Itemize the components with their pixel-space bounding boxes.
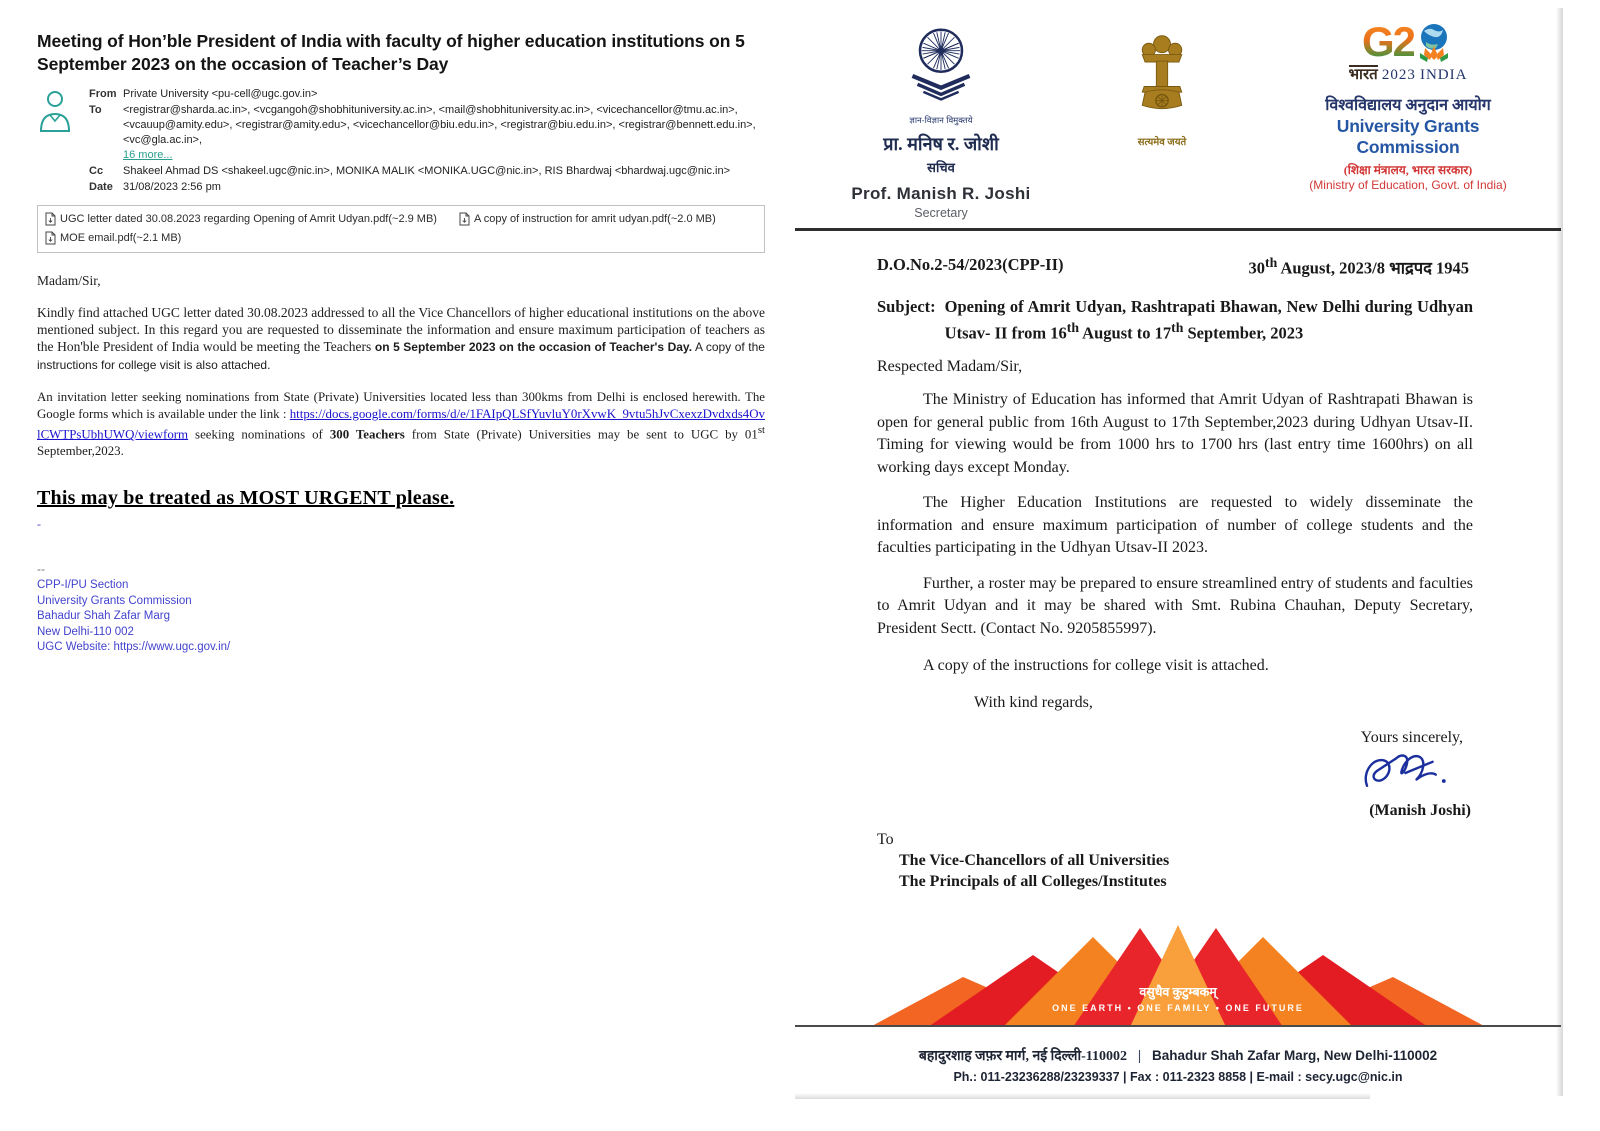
paper-edge — [1556, 8, 1563, 1096]
reference-row — [795, 231, 1561, 279]
dash-separator: - — [37, 517, 41, 532]
email-paragraph-2 — [37, 389, 765, 459]
org-name: University Grants Commission — [1336, 116, 1480, 157]
secretary-title-hindi: सचिव — [927, 160, 955, 175]
letter-body — [795, 358, 1561, 892]
cc-value: Shakeel Ahmad DS <shakeel.ugc@nic.in>, MONIKA MALIK <MONIKA.UGC@nic.in>, RIS Bhardwaj <bhardwaj.ugc@nic.in> — [123, 165, 730, 178]
letter-header — [795, 8, 1561, 220]
signature-website-link[interactable]: UGC Website: https://www.ugc.gov.in/ — [37, 641, 231, 654]
bold-date-text: on 5 September 2023 on the occasion of Teacher's Day. — [374, 340, 693, 355]
subject-part: August to 17 — [1078, 323, 1172, 342]
attachment-chip[interactable] — [459, 212, 716, 226]
superscript: st — [757, 424, 765, 437]
g20-bharat-text: भारत — [1348, 67, 1378, 83]
date-rest: August, 2023/8 भाद्रपद 1945 — [1277, 258, 1469, 278]
globe-lotus-icon — [1414, 22, 1454, 64]
reference-number: D.O.No.2-54/2023(CPP-II) — [877, 255, 1064, 274]
footer-divider — [795, 1025, 1561, 1027]
to-label: To — [89, 104, 102, 117]
address-separator: | — [1137, 1048, 1142, 1063]
subject-text — [945, 296, 1473, 344]
person-icon — [37, 89, 73, 135]
pdf-file-icon — [45, 212, 56, 226]
paragraph-text: An invitation letter seeking nominations from State (Private) Universities located less than 300kms from Delhi is enclosed herewith. The Google forms which is available under the link : — [37, 390, 765, 421]
org-name-hindi: विश्वविद्यालय अनुदान आयोग — [1325, 97, 1491, 114]
date-label: Date — [89, 181, 113, 194]
paragraph-text: from State (Private) Universities may be sent to UGC by 01 — [404, 427, 758, 442]
footer-motto-english: ONE EARTH • ONE FAMILY • ONE FUTURE — [1052, 1003, 1304, 1013]
pdf-file-icon — [459, 212, 470, 226]
email-paragraph-1 — [37, 304, 765, 374]
address-line — [795, 1046, 1561, 1065]
to-value — [123, 103, 765, 163]
superscript: th — [1265, 255, 1278, 270]
paragraph-text: September,2023. — [37, 443, 124, 458]
to-recipients: <registrar@sharda.ac.in>, <vcgangoh@shobhituniversity.ac.in>, <mail@shobhituniversity.ac.in>, <vicechancellor@tmu.ac.in>, <vcauup@amity.edu>, <registrar@amity.edu>, <vicechancellor@biu.edu.in>, <registrar@biu.edu.in>, <registrar@bennett.edu.in>, <vc@gla.ac.in>, — [123, 104, 756, 147]
from-row — [89, 87, 765, 102]
national-emblem-block — [1102, 22, 1222, 148]
emblem-motto: सत्यमेव जयते — [1137, 137, 1187, 148]
subject-part: September, 2023 — [1183, 323, 1304, 342]
to-row — [89, 103, 765, 163]
signature-separator: -- — [37, 562, 45, 577]
letter-paragraph-4: A copy of the instructions for college visit is attached. — [923, 657, 1269, 674]
signature-line: CPP-I/PU Section — [37, 579, 129, 592]
letter-paragraph-2: The Higher Education Institutions are requested to widely disseminate the information and ensure maximum participation of number of college students and the faculties participating in the Udhyan Utsav-II 2023. — [877, 494, 1473, 556]
secretary-name: Prof. Manish R. Joshi — [851, 184, 1031, 203]
g20-subtitle — [1349, 64, 1468, 84]
subject-part: Opening of Amrit Udyan, Rashtrapati Bhawan, New Delhi during Udhyan Utsav- II from 16 — [944, 296, 1473, 342]
signatory-name: (Manish Joshi) — [1369, 802, 1471, 819]
addressee-line: The Vice-Chancellors of all Universities — [899, 852, 1170, 869]
attachment-name: A copy of instruction for amrit udyan.pdf(~2.0 MB) — [473, 213, 716, 226]
addressee-block — [877, 829, 1473, 892]
secretary-title: Secretary — [914, 206, 968, 220]
signature-wrap — [877, 749, 1473, 802]
cc-row — [89, 164, 765, 179]
attachment-name: UGC letter dated 30.08.2023 regarding Opening of Amrit Udyan.pdf(~2.9 MB) — [60, 213, 437, 226]
footer-motto-hindi: वसुधैव कुटुम्बकम् — [1139, 985, 1217, 999]
lotus-footer-graphic — [868, 925, 1488, 1025]
google-form-link[interactable]: https://docs.google.com/forms/d/e/1FAIpQLSfYuvluY0rXvwK_9vtu5hJvCxexzDvdxds4OvlCWTPsUbhUWQ/viewform — [37, 406, 765, 442]
attachment-name: MOE email.pdf(~2.1 MB) — [60, 232, 182, 245]
attachments-box — [37, 205, 765, 253]
letter-date — [1249, 255, 1470, 279]
email-header — [37, 87, 765, 196]
to-label: To — [877, 831, 894, 848]
g20-logo-text: G2 — [1361, 18, 1415, 65]
letter-paragraph-3: Further, a roster may be prepared to ensure streamlined entry of students and faculties to Amrit Udyan and it may be shared with Smt. Rubina Chauhan, Deputy Secretary, President Sectt. (Contact No. 9205855997). — [877, 574, 1473, 637]
bold-teachers-text: 300 Teachers — [329, 427, 405, 442]
ministry-name: (Ministry of Education, Govt. of India) — [1309, 178, 1507, 192]
paragraph-text: A copy of the instructions for college visit is also attached. — [37, 340, 765, 373]
signature-line: University Grants Commission — [37, 594, 192, 607]
ugc-logo-motto: ज्ञान-विज्ञान विमुक्तये — [909, 115, 973, 125]
attachment-row — [45, 212, 757, 226]
paragraph-text: seeking nominations of — [188, 427, 330, 442]
email-body — [37, 273, 765, 656]
email-signature-block — [37, 578, 765, 656]
date-row — [89, 180, 765, 195]
email-pane — [37, 30, 765, 656]
date-day: 30 — [1248, 258, 1265, 278]
secretary-block — [841, 22, 1041, 220]
national-emblem-icon — [1129, 32, 1195, 126]
date-value: 31/08/2023 2:56 pm — [123, 181, 221, 194]
attachment-chip[interactable] — [45, 212, 437, 226]
urgent-notice: This may be treated as MOST URGENT please. — [37, 487, 455, 510]
letter-pane — [795, 8, 1561, 1096]
superscript: th — [1171, 319, 1184, 335]
pdf-file-icon — [45, 231, 56, 245]
footer-address — [795, 1046, 1561, 1084]
paper-edge — [795, 1093, 1370, 1099]
signature-line: New Delhi-110 002 — [37, 625, 134, 638]
from-value: Private University <pu-cell@ugc.gov.in> — [123, 88, 318, 101]
address-english: Bahadur Shah Zafar Marg, New Delhi-110002 — [1152, 1048, 1438, 1063]
from-label: From — [89, 88, 117, 101]
ministry-name-hindi: (शिक्षा मंत्रालय, भारत सरकार) — [1343, 163, 1473, 177]
attachment-row — [45, 231, 757, 245]
contact-line: Ph.: 011-23236288/23239337 | Fax : 011-2323 8858 | E-mail : secy.ugc@nic.in — [953, 1070, 1403, 1084]
ugc-logo-icon — [899, 22, 983, 108]
sender-avatar — [37, 87, 89, 196]
cc-label: Cc — [89, 165, 104, 178]
signature-line: Bahadur Shah Zafar Marg — [37, 610, 170, 623]
attachment-chip[interactable] — [45, 231, 181, 245]
regards-line: With kind regards, — [974, 694, 1093, 711]
letter-paragraph-1: The Ministry of Education has informed that Amrit Udyan of Rashtrapati Bhawan is open for general public from 16th August to 17th September,2023 during Udhyan Utsav-II. Timing for viewing would be from 1000 hrs to 1700 hrs (last entry time 1600hrs) on all working days except Monday. — [877, 391, 1473, 476]
g20-india-text: INDIA — [1419, 67, 1468, 83]
g20-logo — [1348, 18, 1468, 84]
email-fields — [89, 87, 765, 196]
show-more-recipients-link[interactable]: 16 more... — [123, 149, 173, 162]
address-hindi: बहादुरशाह जफ़र मार्ग, नई दिल्ली-110002 — [918, 1049, 1127, 1064]
handwritten-signature-image — [1357, 749, 1457, 797]
superscript: th — [1066, 319, 1079, 335]
addressee-line: The Principals of all Colleges/Institutes — [899, 873, 1167, 890]
letter-salutation: Respected Madam/Sir, — [877, 358, 1023, 375]
ugc-title-block — [1283, 18, 1533, 192]
closing-line: Yours sincerely, — [1360, 729, 1463, 746]
subject-label: Subject: — [877, 296, 936, 316]
email-salutation: Madam/Sir, — [37, 273, 101, 289]
email-subject-title: Meeting of Hon’ble President of India with faculty of higher education institutions on 5 September 2023 on the occasion of Teacher’s Day — [37, 31, 745, 75]
subject-block — [795, 279, 1561, 344]
secretary-name-hindi: प्रा. मनिष र. जोशी — [883, 134, 999, 154]
g20-year-text: 2023 — [1381, 67, 1416, 83]
paragraph-text: Kindly find attached UGC letter dated 30.08.2023 addressed to all the Vice Chancellors of higher educational institutions on the above mentioned subject. In this regard you are requested to disseminate the information and ensure maximum participation of teachers as the Hon'ble President of India would be meeting the Teachers — [37, 305, 765, 355]
